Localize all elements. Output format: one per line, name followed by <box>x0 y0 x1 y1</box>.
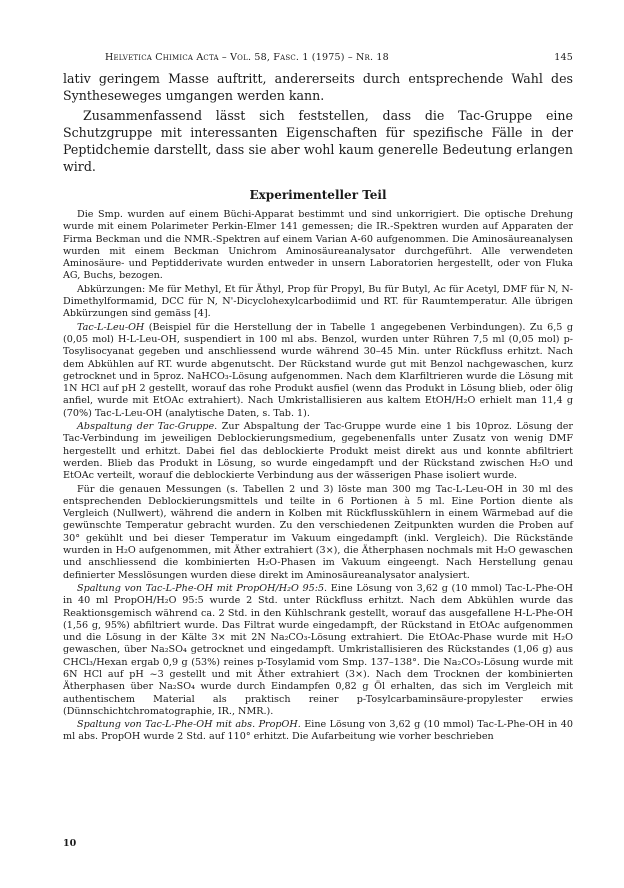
body-paragraph <box>63 322 573 420</box>
paragraph-text: Eine Lösung von 3,62 g (10 mmol) Tac-L-Phe-OH in 40 ml PropOH/H₂O 95:5 wurde 2 Std. unter Rückfluss erhitzt. Nach dem Abkühlen wurde das Reaktionsgemisch während ca. 2 Std. in den Kühlschrank gestellt, worauf das ausgefallene H-L-Phe-OH (1,56 g, 95%) abfiltriert wurde. Das Filtrat wurde eingedampft, der Rückstand in EtOAc aufgenommen und die Lösung in der Kälte 3× mit 2N Na₂CO₃-Lösung extrahiert. Die EtOAc-Phase wurde mit H₂O gewaschen, über Na₂SO₄ getrocknet und eingedampft. Umkristallisieren des Rückstandes (1,06 g) aus CHCl₃/Hexan ergab 0,9 g (53%) reines p-Tosylamid vom Smp. 137–138°. Die Na₂CO₃-Lösung wurde mit 6N HCl auf pH ~3 gestellt und mit Äther extrahiert (3×). Nach dem Trocknen der kombinierten Ätherphasen über Na₂SO₄ wurde durch Eindampfen 0,82 g Öl erhalten, das sich im Vergleich mit authentischem Material als praktisch reiner p-Tosylcarbaminsäure-propylester erwies (Dünnschichtchromatographie, IR., NMR.). <box>63 582 573 717</box>
body-paragraph <box>63 583 573 718</box>
running-title: Helvetica Chimica Acta – Vol. 58, Fasc. 1 (1975) – Nr. 18 <box>105 52 389 63</box>
body-paragraph <box>63 484 573 582</box>
body-paragraph <box>63 719 573 744</box>
paragraph-lead: Spaltung von Tac-L-Phe-OH mit PropOH/H₂O 95:5. <box>77 582 328 594</box>
paragraph-text: Für die genauen Messungen (s. Tabellen 2 und 3) löste man 300 mg Tac-L-Leu-OH in 30 ml des entsprechenden Deblockierungsmittels und teilte in 6 Portionen à 5 ml. Eine Portion diente als Vergleich (Nullwert), während die andern in Kolben mit Rückflusskühlern in einem Wärmebad auf die gewünschte Temperatur gebracht wurden. Zu den verschiedenen Zeitpunkten wurden die Proben auf 30° gekühlt und bei dieser Temperatur im Vakuum eingedampft (inkl. Vergleich). Die Rückstände wurden in H₂O aufgenommen, mit Äther extrahiert (3×), die Ätherphasen nochmals mit H₂O gewaschen und anschliessend die kombinierten H₂O-Phasen im Vakuum eingeengt. Nach Herstellung genau definierter Messlösungen wurden diese direkt im Aminosäureanalysator analysiert. <box>63 483 573 581</box>
paragraph-text: (Beispiel für die Herstellung der in Tabelle 1 angegebenen Verbindungen). Zu 6,5 g (0,05 mol) H-L-Leu-OH, suspendiert in 100 ml abs. Benzol, wurden unter Rühren 7,5 ml (0,05 mol) p-Tosylisocyanat gegeben und anschliessend wurde während 30–45 Min. unter Rückfluss erhitzt. Nach dem Abkühlen auf RT. wurde abgenutscht. Der Rückstand wurde gut mit Benzol nachgewaschen, kurz getrocknet und in 5proz. NaHCO₃-Lösung aufgenommen. Nach dem Klarfiltrieren wurde die Lösung mit 1N HCl auf pH 2 gestellt, worauf das rohe Produkt ausfiel (wenn das Produkt in Lösung blieb, oder ölig anfiel, wurde mit EtOAc extrahiert). Nach Umkristallisieren aus kaltem EtOH/H₂O erhielt man 11,4 g (70%) Tac-L-Leu-OH (analytische Daten, s. Tab. 1). <box>63 321 573 419</box>
body-paragraph <box>63 209 573 283</box>
paragraph-lead: Abspaltung der Tac-Gruppe. <box>77 421 218 433</box>
page-number: 145 <box>554 52 573 63</box>
running-header <box>63 52 573 68</box>
footer-number: 10 <box>63 838 77 849</box>
page-content <box>63 52 573 744</box>
section-heading: Experimenteller Teil <box>249 188 387 202</box>
intro-paragraph-1: lativ geringem Masse auftritt, andererseits durch entsprechende Wahl des Syntheseweges umgangen werden kann. <box>63 71 573 103</box>
paragraph-text: Zur Abspaltung der Tac-Gruppe wurde eine 1 bis 10proz. Lösung der Tac-Verbindung im jeweiligen Deblockierungsmedium, gegebenenfalls unter Zusatz von wenig DMF hergestellt und erhitzt. Dabei fiel das deblockierte Produkt meist direkt aus und konnte abfiltriert werden. Blieb das Produkt in Lösung, so wurde eingedampft und der Rückstand zwischen H₂O und EtOAc verteilt, worauf die deblockierte Verbindung aus der wässerigen Phase isoliert wurde. <box>63 421 573 482</box>
paragraph-text: Eine Lösung von 3,62 g (10 mmol) Tac-L-Phe-OH in 40 ml abs. PropOH wurde 2 Std. auf 110° erhitzt. Die Aufarbeitung wie vorher beschrieben <box>63 719 573 743</box>
paragraph-text: Abkürzungen: Me für Methyl, Et für Äthyl, Prop für Propyl, Bu für Butyl, Ac für Acetyl, DMF für N, N-Dimethylformamid, DCC für N, N'-Dicyclohexylcarbodiimid und RT. für Raumtemperatur. Alle übrigen Abkürzungen sind gemäss [4]. <box>63 283 573 320</box>
paragraph-lead: Spaltung von Tac-L-Phe-OH mit abs. PropOH. <box>77 719 301 731</box>
body-paragraph <box>63 284 573 321</box>
paragraph-text: Die Smp. wurden auf einem Büchi-Apparat bestimmt und sind unkorrigiert. Die optische Drehung wurde mit einem Polarimeter Perkin-Elmer 141 gemessen; die IR.-Spektren wurden auf Apparaten der Firma Beckman und die NMR.-Spektren auf einem Varian A-60 aufgenommen. Die Aminosäureanalysen wurden mit einem Beckman Unichrom Aminosäureanalysator durchgeführt. Alle verwendeten Aminosäure- und Peptidderivate wurden entweder in unsern Laboratorien hergestellt, oder von Fluka AG, Buchs, bezogen. <box>63 209 573 282</box>
body-paragraph <box>63 421 573 482</box>
intro-paragraph-2: Zusammenfassend lässt sich feststellen, dass die Tac-Gruppe eine Schutzgruppe mit interessanten Eigenschaften für spezifische Fälle in der Peptidchemie darstellt, dass sie aber wohl kaum generelle Bedeutung erlangen wird. <box>63 108 573 174</box>
paragraph-lead: Tac-L-Leu-OH <box>77 321 145 333</box>
